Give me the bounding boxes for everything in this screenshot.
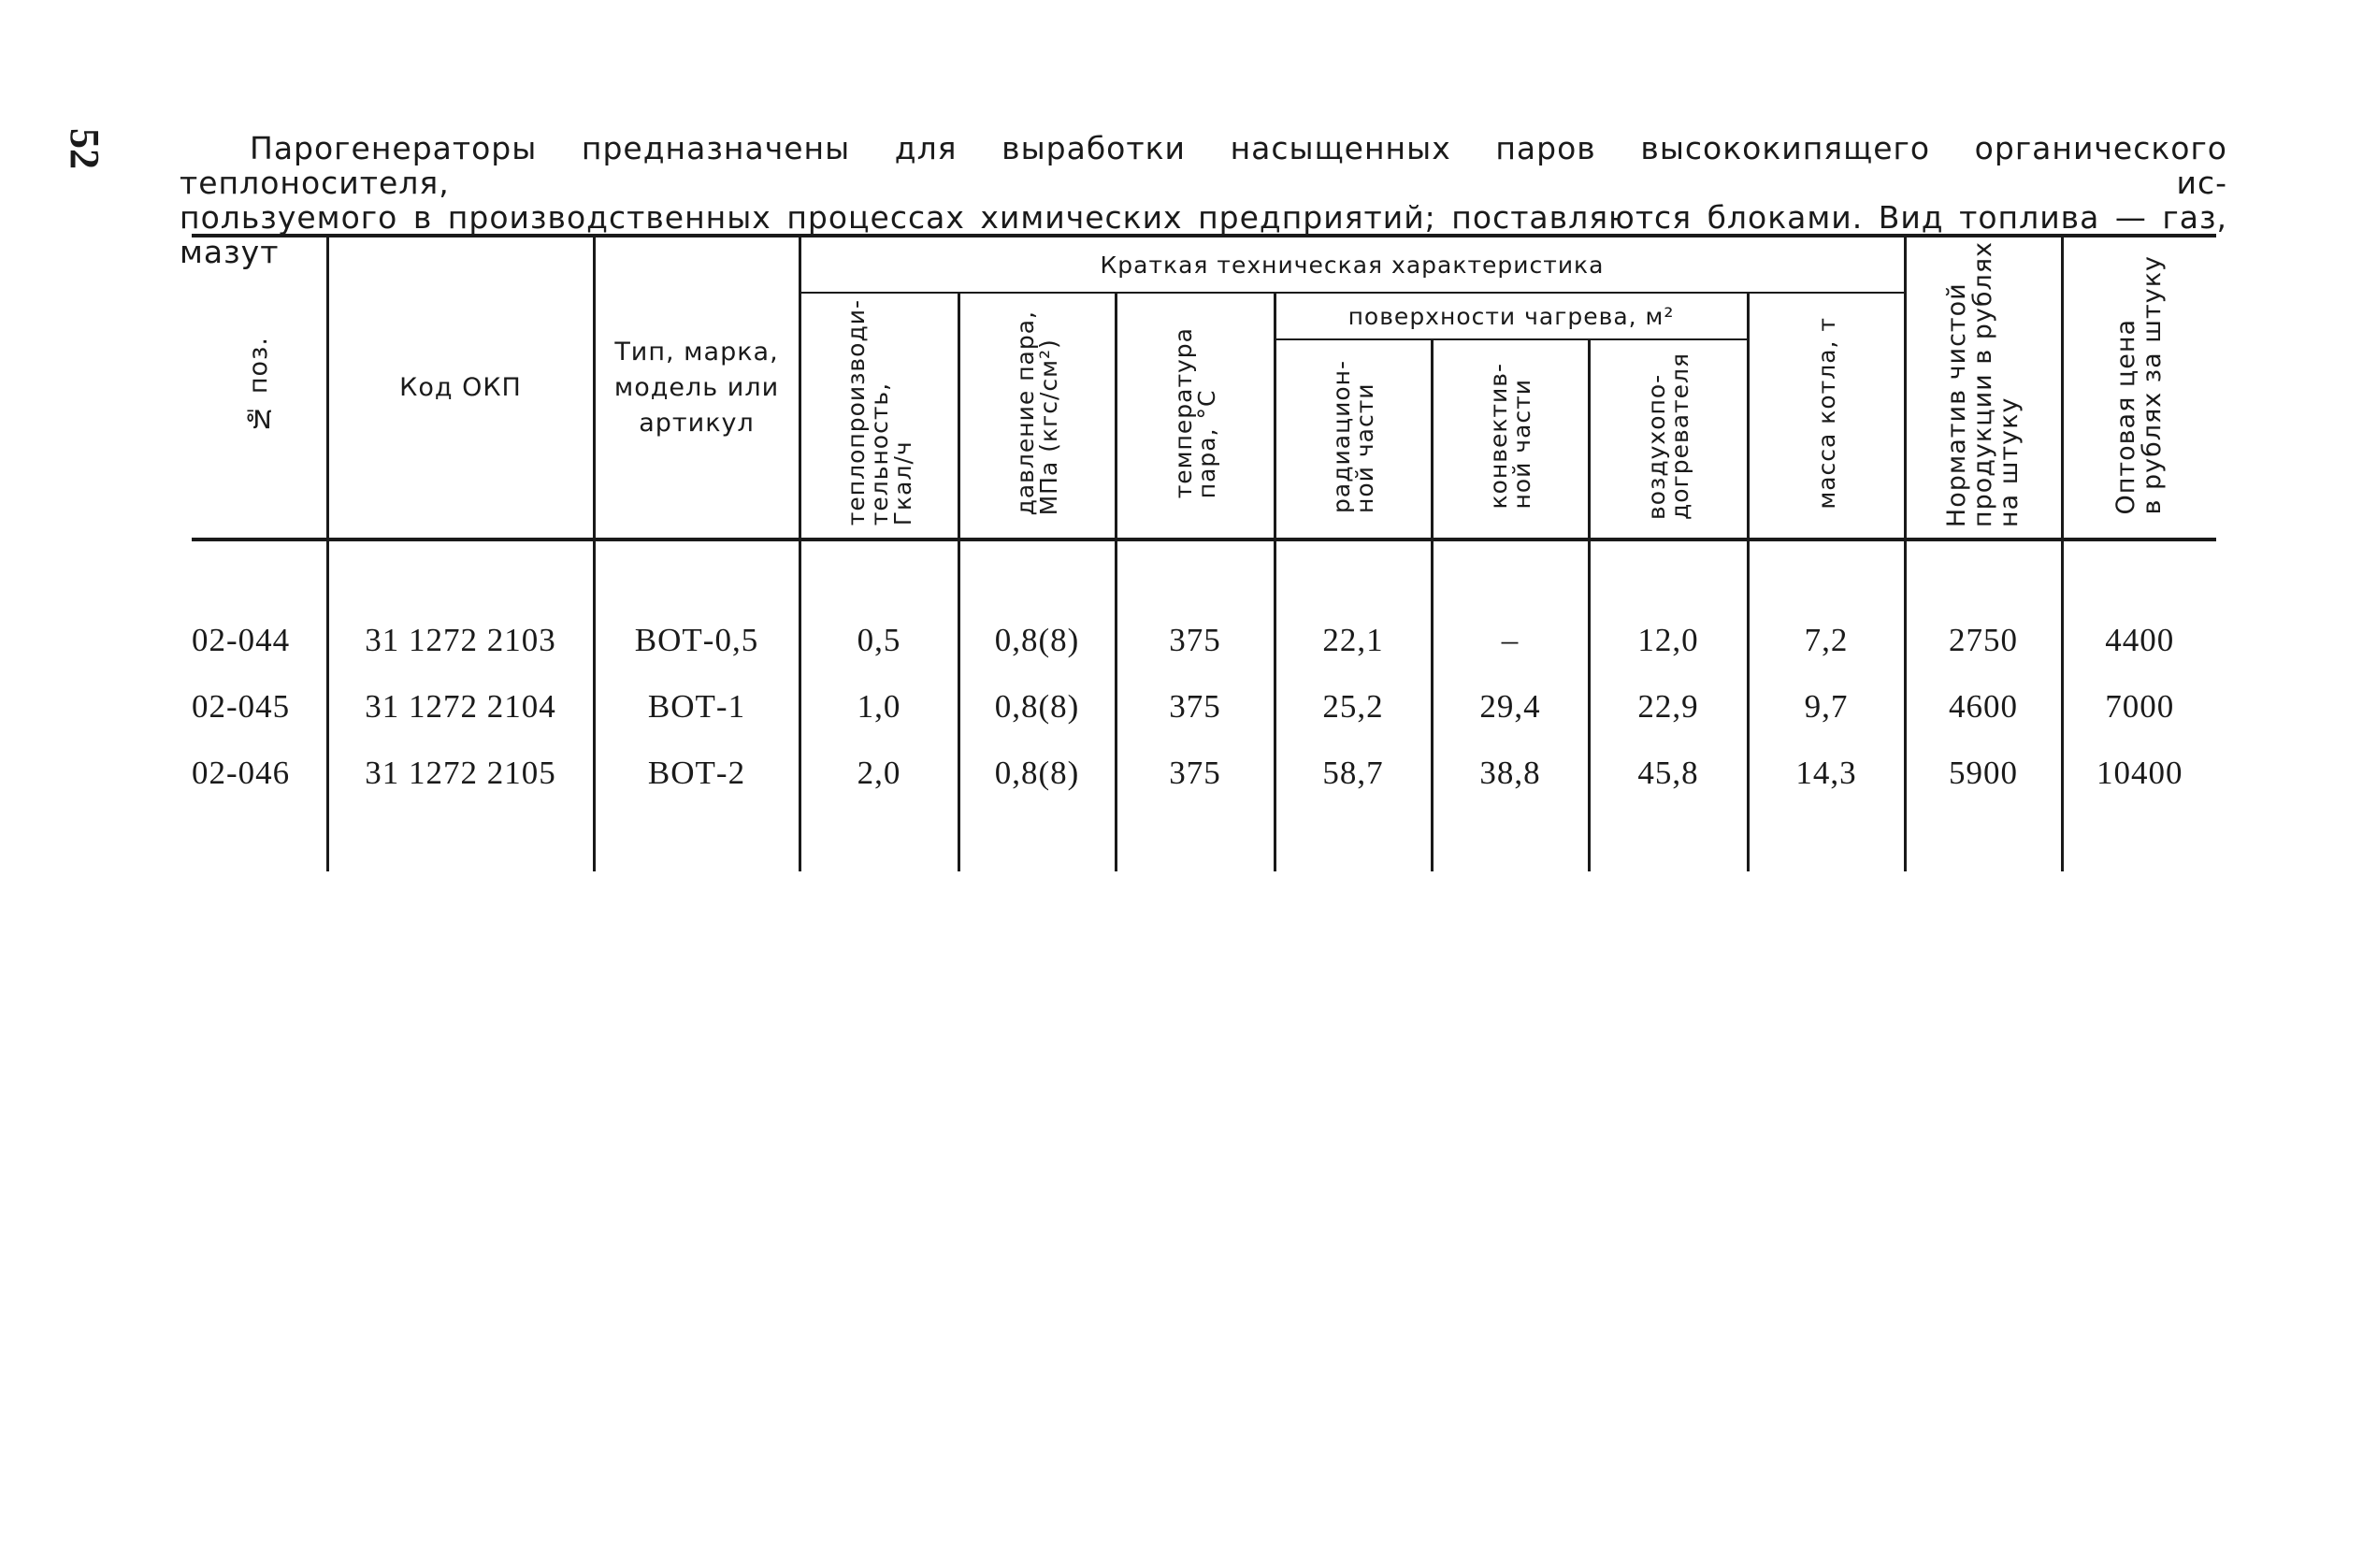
cell-norm: 5900 bbox=[1905, 740, 2062, 806]
header-air-heater bbox=[1589, 339, 1748, 539]
cell-air-heater: 45,8 bbox=[1589, 740, 1748, 806]
cell-pos: 02-045 bbox=[192, 687, 291, 725]
header-temperature bbox=[1116, 293, 1275, 539]
header-temperature-label: температура пара, °С bbox=[1170, 326, 1220, 499]
cell-air-heater: 22,9 bbox=[1589, 673, 1748, 740]
intro-line-2: пользуемого в производственных процессах химических предприятий; поставляются блоками. Вид топлива — газ, мазут bbox=[180, 199, 2227, 270]
cell-heat: 0,5 bbox=[800, 607, 958, 673]
cell-type: ВОТ-1 bbox=[594, 673, 800, 740]
header-tech-group: Краткая техническая характеристика bbox=[800, 236, 1905, 293]
cell-radiation: 25,2 bbox=[1275, 673, 1432, 740]
cell-pos: 02-046 bbox=[192, 754, 291, 791]
header-convection-label: конвектив- ной части bbox=[1485, 363, 1535, 510]
header-price-label: Оптовая цена в рублях за штуку bbox=[2111, 254, 2168, 515]
header-radiation bbox=[1275, 339, 1432, 539]
cell-temp: 375 bbox=[1116, 607, 1275, 673]
header-surface-group: поверхности чагрева, м² bbox=[1275, 293, 1748, 339]
cell-mass: 9,7 bbox=[1748, 673, 1905, 740]
header-norm bbox=[1905, 236, 2062, 539]
cell-code: 31 1272 2103 bbox=[327, 607, 594, 673]
cell-pressure: 0,8(8) bbox=[958, 607, 1116, 673]
header-convection bbox=[1432, 339, 1589, 539]
header-heat-output-label: теплопроизводи- тельность, Гкал/ч bbox=[842, 299, 916, 526]
page-number: 52 bbox=[62, 128, 108, 169]
header-price bbox=[2062, 236, 2216, 539]
cell-type: ВОТ-0,5 bbox=[594, 607, 800, 673]
header-air-heater-label: воздухопо- догревателя bbox=[1643, 352, 1693, 520]
cell-pressure: 0,8(8) bbox=[958, 740, 1116, 806]
cell-code: 31 1272 2104 bbox=[327, 673, 594, 740]
cell-pos: 02-044 bbox=[192, 621, 291, 658]
header-type: Тип, марка, модель или артикул bbox=[594, 236, 800, 539]
cell-radiation: 58,7 bbox=[1275, 740, 1432, 806]
header-pos-label: № поз. bbox=[243, 337, 273, 433]
cell-pressure: 0,8(8) bbox=[958, 673, 1116, 740]
header-pressure-label: давление пара, МПа (кгс/см²) bbox=[1012, 309, 1062, 516]
table-row bbox=[192, 673, 2216, 740]
cell-temp: 375 bbox=[1116, 740, 1275, 806]
intro-line-1: Парогенераторы предназначены для выработки насыщенных паров высококипящего органического теплоносителя, ис- bbox=[180, 130, 2227, 201]
cell-heat: 1,0 bbox=[800, 673, 958, 740]
cell-price: 7000 bbox=[2062, 673, 2216, 740]
cell-price: 10400 bbox=[2062, 740, 2216, 806]
header-mass bbox=[1748, 293, 1905, 539]
cell-convection: – bbox=[1432, 607, 1589, 673]
boiler-specs-table bbox=[192, 234, 2216, 871]
header-mass-label: масса котла, т bbox=[1812, 316, 1840, 510]
table-row bbox=[192, 740, 2216, 806]
cell-air-heater: 12,0 bbox=[1589, 607, 1748, 673]
table-row bbox=[192, 607, 2216, 673]
cell-norm: 2750 bbox=[1905, 607, 2062, 673]
cell-price: 4400 bbox=[2062, 607, 2216, 673]
cell-temp: 375 bbox=[1116, 673, 1275, 740]
header-pos bbox=[192, 236, 327, 539]
cell-mass: 14,3 bbox=[1748, 740, 1905, 806]
cell-convection: 29,4 bbox=[1432, 673, 1589, 740]
header-radiation-label: радиацион- ной части bbox=[1328, 359, 1378, 513]
cell-code: 31 1272 2105 bbox=[327, 740, 594, 806]
header-heat-output bbox=[800, 293, 958, 539]
header-norm-label: Норматив чистой продукции в рублях на штуку bbox=[1942, 241, 2024, 528]
cell-type: ВОТ-2 bbox=[594, 740, 800, 806]
header-pressure bbox=[958, 293, 1116, 539]
cell-convection: 38,8 bbox=[1432, 740, 1589, 806]
cell-heat: 2,0 bbox=[800, 740, 958, 806]
cell-radiation: 22,1 bbox=[1275, 607, 1432, 673]
header-code: Код ОКП bbox=[327, 236, 594, 539]
cell-mass: 7,2 bbox=[1748, 607, 1905, 673]
cell-norm: 4600 bbox=[1905, 673, 2062, 740]
